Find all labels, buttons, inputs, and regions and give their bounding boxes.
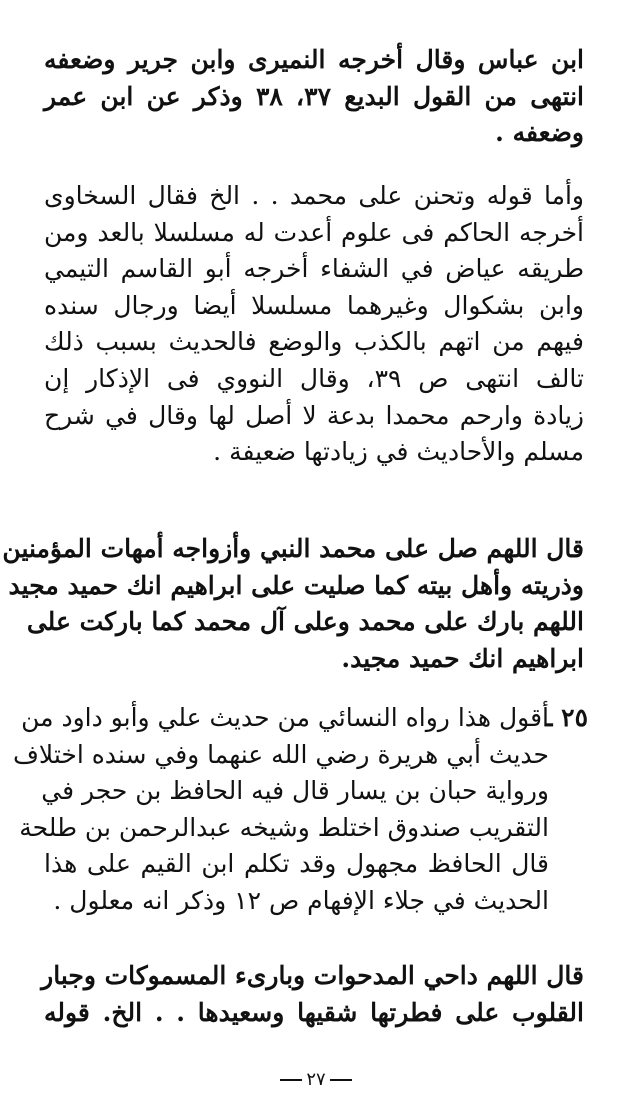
text-line: ابن عباس وقال أخرجه النميرى وابن جرير وضعفه [44,45,584,74]
text-line: وذريته وأهل بيته كما صليت على ابراهيم انك حميد مجيد [8,570,584,600]
text-line: التقريب صندوق اختلط وشيخه عبدالرحمن بن طلحة [19,812,549,842]
text-line: انتهى من القول البديع ۳۷، ۳۸ وذكر عن ابن عمر [44,81,585,111]
text-line: اللهم بارك على محمد وعلى آل محمد كما باركت على [26,607,584,637]
ornament-rule-right [330,1079,352,1081]
text-line: أقول هذا رواه النسائي من حديث علي وأبو داود من [21,703,549,732]
text-line: قال اللهم صل على محمد النبي وأزواجه أمهات المؤمنين [2,534,584,563]
text-line: قال الحافظ مجهول وقد تكلم ابن القيم على هذا [44,849,549,879]
paragraph-ibn-abbas [44,42,584,152]
page-number-footer [0,1068,632,1092]
item-number: ٢٥ ـ [545,703,588,732]
text-line: حديث أبي هريرة رضي الله عنهما وفي سنده اختلاف [12,739,549,769]
page-number: ٢٧ [306,1069,326,1090]
text-line: مسلم والأحاديث في زيادتها ضعيفة . [213,437,584,467]
paragraph-dahi-al-madhuwat [41,958,584,1031]
text-line: الحديث في جلاء الإفهام ص ١٢ وذكر انه معلول . [53,885,549,915]
text-line: قال اللهم داحي المدحوات وبارىء المسموكات وجبار [41,961,584,990]
text-line: طريقه عياض في الشفاء أخرجه أبو القاسم التيمي [44,254,584,284]
text-line: ابراهيم انك حميد مجيد. [341,643,584,673]
text-line: ورواية حبان بن يسار قال فيه الحافظ بن حجر في [41,776,549,806]
paragraph-commentary-25 [12,700,549,920]
text-line: القلوب على فطرتها شقيها وسعيدها . . الخ. قوله [44,997,584,1027]
text-line: وابن بشكوال وغيرهما مسلسلا أيضا ورجال سنده [44,290,584,320]
paragraph-salawat [2,531,584,677]
paragraph-sakhawi [44,178,584,471]
text-line: زيادة وارحم محمدا بدعة لا أصل لها وقال في شرح [44,400,584,430]
text-line: وأما قوله وتحنن على محمد . . الخ فقال السخاوى [44,181,584,210]
text-line: فيهم من اتهم بالكذب والوضع فالحديث بسبب ذلك [44,327,584,357]
text-line: أخرجه الحاكم فى علوم أعدت له مسلسلا بالعد ومن [44,217,584,247]
text-line: تالف انتهى ص ۳۹، وقال النووي فى الإذكار إن [44,363,584,393]
ornament-rule-left [280,1079,302,1081]
text-line: وضعفه . [495,118,584,148]
